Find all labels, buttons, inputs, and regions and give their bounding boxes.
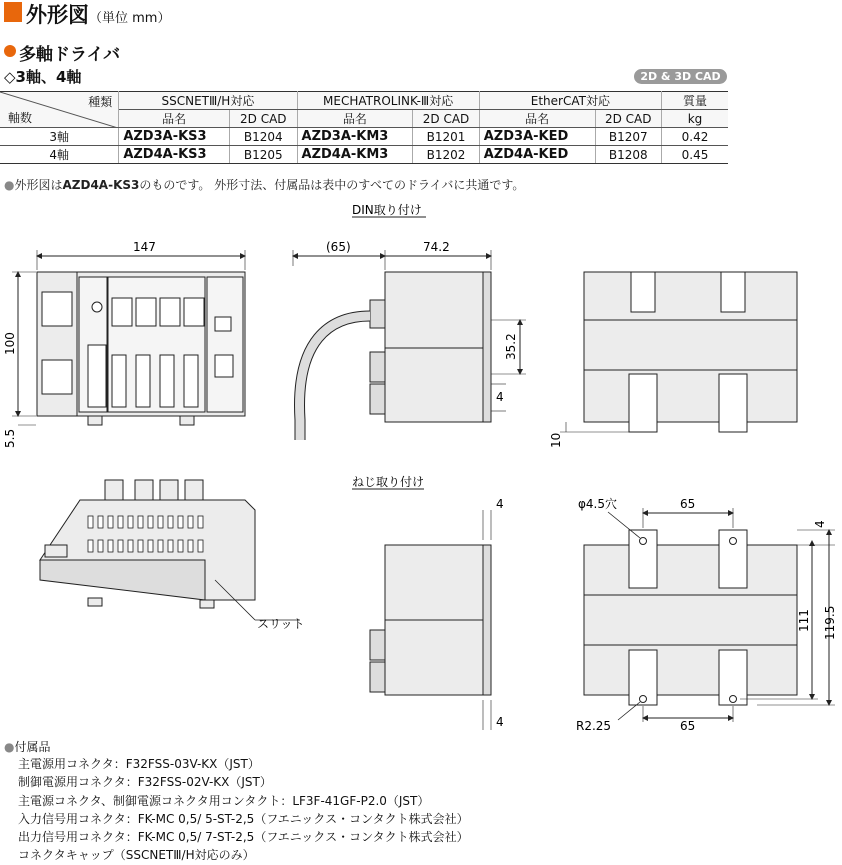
table-row [0,128,728,146]
dim-5-5: 5.5 [3,428,17,448]
cad-badge[interactable]: 2D & 3D CAD [634,69,727,84]
dim-screw-4-bottom: 4 [496,715,504,729]
din-mount-label: DIN取り付け [352,203,422,217]
model-cell: AZD3A-KED [479,128,595,146]
screw-mount-label: ねじ取り付け [352,475,425,489]
col-model: 品名 [479,110,595,128]
dim-din-4: 4 [496,390,504,404]
mass-unit: kg [661,110,728,128]
corner-top-label: 種類 [88,95,113,109]
group-sscnet: SSCNETⅢ/H対応 [119,92,297,110]
spec-table [0,91,728,164]
dim-65-top: 65 [680,497,696,511]
model-cell: AZD4A-KM3 [297,146,413,164]
accessories-title: ●付属品 [4,740,51,754]
dim-74-2: 74.2 [423,240,450,254]
corner-bottom-label: 軸数 [8,111,33,125]
list-item: 主電源用コネクタ：F32FSS-03V-KX（JST） [18,757,260,771]
col-cad: 2D CAD [413,110,479,128]
accessories-list [18,755,469,865]
table-corner [0,92,119,128]
list-item: 主電源コネクタ、制御電源コネクタ用コンタクト：LF3F-41GF-P2.0（JST） [18,793,430,808]
front-view [37,272,245,425]
page-title-text: 外形図 [26,3,89,27]
section-title: 多軸ドライバ [19,45,121,65]
group-ethercat: EtherCAT対応 [479,92,661,110]
radius-label: R2.25 [576,719,612,733]
cad-link[interactable]: B1204 [230,128,297,146]
mass-cell: 0.42 [661,128,728,146]
list-item: 制御電源用コネクタ：F32FSS-02V-KX（JST） [18,775,272,790]
dim-111: 111 [797,609,811,632]
dim-65-bottom: 65 [680,719,696,733]
section-bullet [4,45,16,57]
model-cell: AZD4A-KS3 [119,146,230,164]
cad-link[interactable]: B1202 [413,146,479,164]
dim-right-4: 4 [813,520,827,528]
slit-label: スリット [257,617,305,631]
dimension-drawings [0,195,842,735]
back-view-screw [584,530,797,705]
title-marker [4,2,22,22]
dim-147: 147 [133,240,156,254]
perspective-view [40,480,255,608]
cad-link[interactable]: B1208 [595,146,661,164]
col-model: 品名 [297,110,413,128]
dim-100: 100 [3,332,17,355]
cad-link[interactable]: B1207 [595,128,661,146]
list-item: 入力信号用コネクタ：FK-MC 0,5/ 5-ST-2,5（フエニックス・コンタクト株式会社） [18,811,469,826]
model-cell: AZD3A-KM3 [297,128,413,146]
dim-119-5: 119.5 [823,605,837,640]
unit-note: （単位 mm） [89,11,171,26]
col-model: 品名 [119,110,230,128]
cad-link[interactable]: B1201 [413,128,479,146]
dim-10: 10 [549,432,563,448]
model-cell: AZD4A-KED [479,146,595,164]
group-mechatrolink: MECHATROLINK-Ⅲ対応 [297,92,479,110]
col-cad: 2D CAD [230,110,297,128]
table-row [0,146,728,164]
list-item: 出力信号用コネクタ：FK-MC 0,5/ 7-ST-2,5（フエニックス・コンタクト株式会社） [18,830,469,845]
mass-header: 質量 [661,92,728,110]
col-cad: 2D CAD [595,110,661,128]
axes-cell: 4軸 [0,146,119,164]
dim-35-2: 35.2 [504,333,518,360]
cad-link[interactable]: B1205 [230,146,297,164]
mass-cell: 0.45 [661,146,728,164]
axes-cell: 3軸 [0,128,119,146]
back-view-din [584,272,797,432]
list-item: コネクタキャップ（SSCNETⅢ/H対応のみ） [18,848,255,863]
side-view-din [370,272,491,422]
figure-note: ●外形図はAZD4A-KS3のものです。 外形寸法、付属品は表中のすべてのドライバに共通です。 [4,178,525,192]
page-title [26,0,170,29]
dim-screw-4-top: 4 [496,497,504,511]
dim-65-ref: (65) [326,240,351,254]
hole-label: φ4.5穴 [578,497,618,511]
model-cell: AZD3A-KS3 [119,128,230,146]
section-subtitle: ◇3軸、4軸 [4,68,82,86]
side-view-screw [370,545,491,695]
